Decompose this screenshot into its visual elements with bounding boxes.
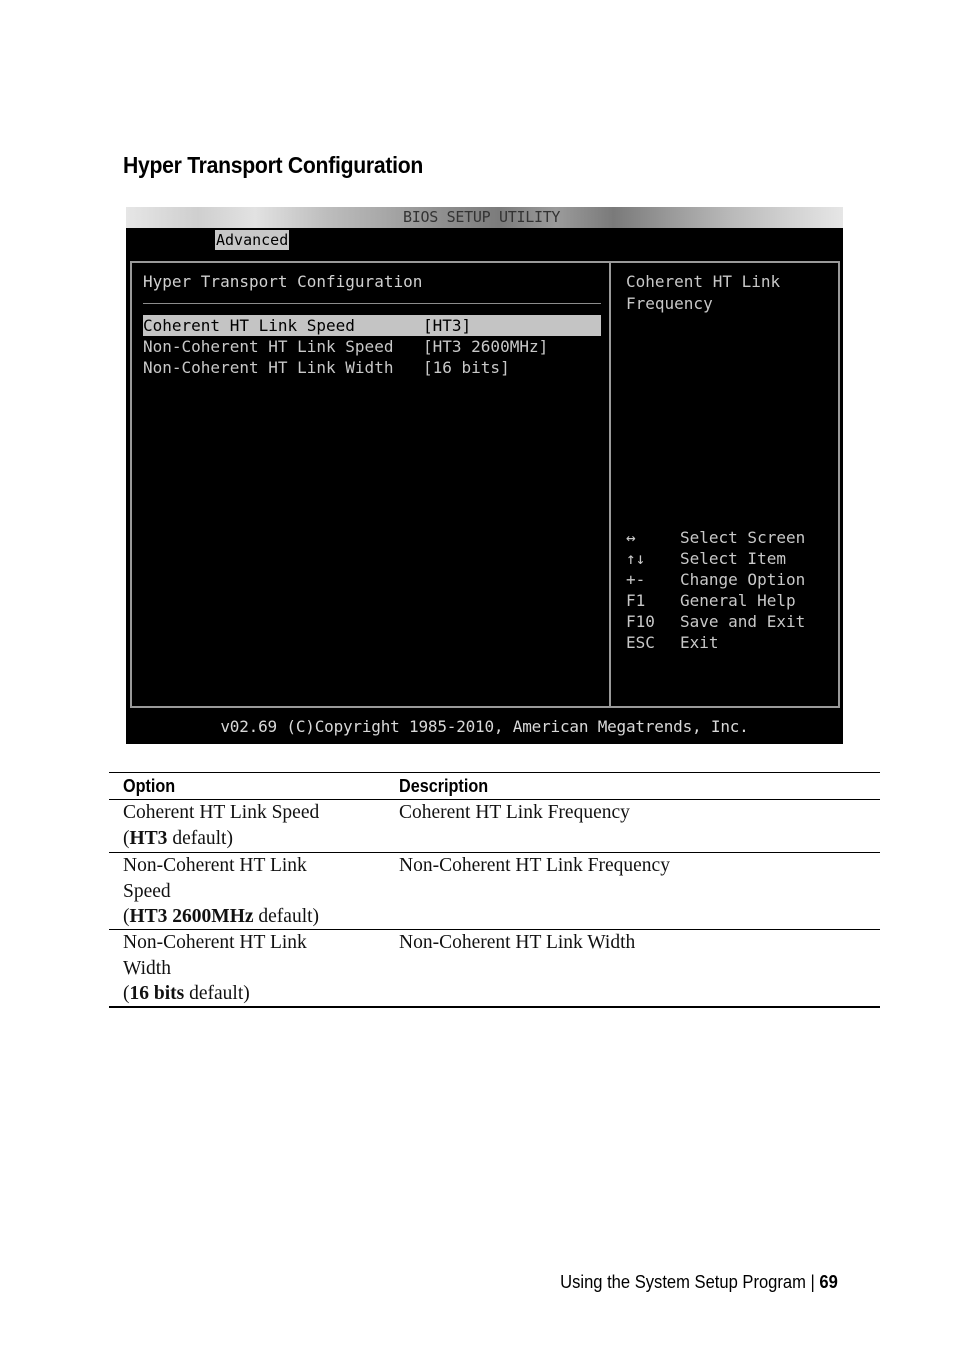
key-action: Select Item	[680, 549, 786, 568]
bios-section-title: Hyper Transport Configuration	[143, 272, 423, 291]
key-action: Save and Exit	[680, 612, 806, 631]
left-right-arrow-icon: ↔	[626, 528, 636, 547]
bios-title-bar	[126, 207, 843, 228]
key-name: ESC	[626, 633, 655, 652]
key-name: +-	[626, 570, 646, 589]
page-footer	[560, 1272, 838, 1293]
option-cell	[123, 930, 373, 1007]
description-cell: Coherent HT Link Frequency	[399, 802, 630, 823]
option-name-line: Non-Coherent HT Link	[123, 932, 307, 953]
bios-option-non-coherent-ht-link-width[interactable]	[143, 357, 601, 378]
options-table	[109, 772, 880, 1008]
table-row	[109, 853, 880, 930]
description-cell: Non-Coherent HT Link Width	[399, 932, 636, 953]
option-name-line: Width	[123, 957, 171, 979]
column-header-option: Option	[123, 776, 176, 796]
bios-option-coherent-ht-link-speed[interactable]	[143, 315, 601, 336]
bios-option-label: Non-Coherent HT Link Speed	[143, 337, 394, 356]
chapter-title: Using the System Setup Program	[560, 1272, 807, 1292]
page-number: 69	[819, 1272, 838, 1292]
option-name-line: Non-Coherent HT Link	[123, 855, 307, 876]
column-header-description: Description	[399, 776, 489, 796]
default-value: HT3	[129, 827, 168, 849]
bios-option-label: Non-Coherent HT Link Width	[143, 358, 394, 377]
bios-help-text	[626, 271, 831, 315]
option-default: (HT3 default)	[123, 827, 233, 849]
tab-advanced[interactable]: Advanced	[216, 231, 289, 249]
bios-screenshot	[126, 207, 843, 744]
key-action: General Help	[680, 591, 796, 610]
option-default: (16 bits default)	[123, 983, 250, 1004]
bios-window-title: BIOS SETUP UTILITY	[403, 208, 561, 226]
key-action: Exit	[680, 633, 719, 652]
bios-option-label: Coherent HT Link Speed	[143, 316, 355, 335]
key-action: Change Option	[680, 570, 806, 589]
option-name-line: Coherent HT Link Speed	[123, 802, 320, 823]
bios-panel-divider	[609, 261, 611, 708]
option-cell	[123, 800, 373, 851]
bios-help-line: Coherent HT Link	[626, 272, 781, 291]
bios-option-non-coherent-ht-link-speed[interactable]	[143, 336, 601, 357]
bios-option-value: [HT3]	[423, 316, 472, 335]
up-down-arrow-icon: ↑↓	[626, 549, 646, 568]
table-row	[109, 930, 880, 1008]
bios-section-rule	[143, 303, 601, 304]
default-value: 16 bits	[129, 983, 185, 1004]
option-cell	[123, 853, 373, 930]
key-name: F10	[626, 612, 655, 631]
option-default: (HT3 2600MHz default)	[123, 906, 320, 927]
description-cell: Non-Coherent HT Link Frequency	[399, 855, 670, 876]
bios-copyright: v02.69 (C)Copyright 1985-2010, American Megatrends, Inc.	[220, 717, 749, 736]
bios-help-line: Frequency	[626, 294, 713, 313]
default-value: HT3 2600MHz	[129, 906, 254, 927]
key-name: F1	[626, 591, 646, 610]
bios-option-value: [HT3 2600MHz]	[423, 337, 549, 356]
option-name-line: Speed	[123, 880, 171, 902]
section-heading: Hyper Transport Configuration	[123, 152, 424, 178]
bios-option-value: [16 bits]	[423, 358, 510, 377]
table-row	[109, 800, 880, 853]
footer-separator: |	[810, 1272, 815, 1292]
table-header	[109, 772, 880, 800]
key-action: Select Screen	[680, 528, 806, 547]
